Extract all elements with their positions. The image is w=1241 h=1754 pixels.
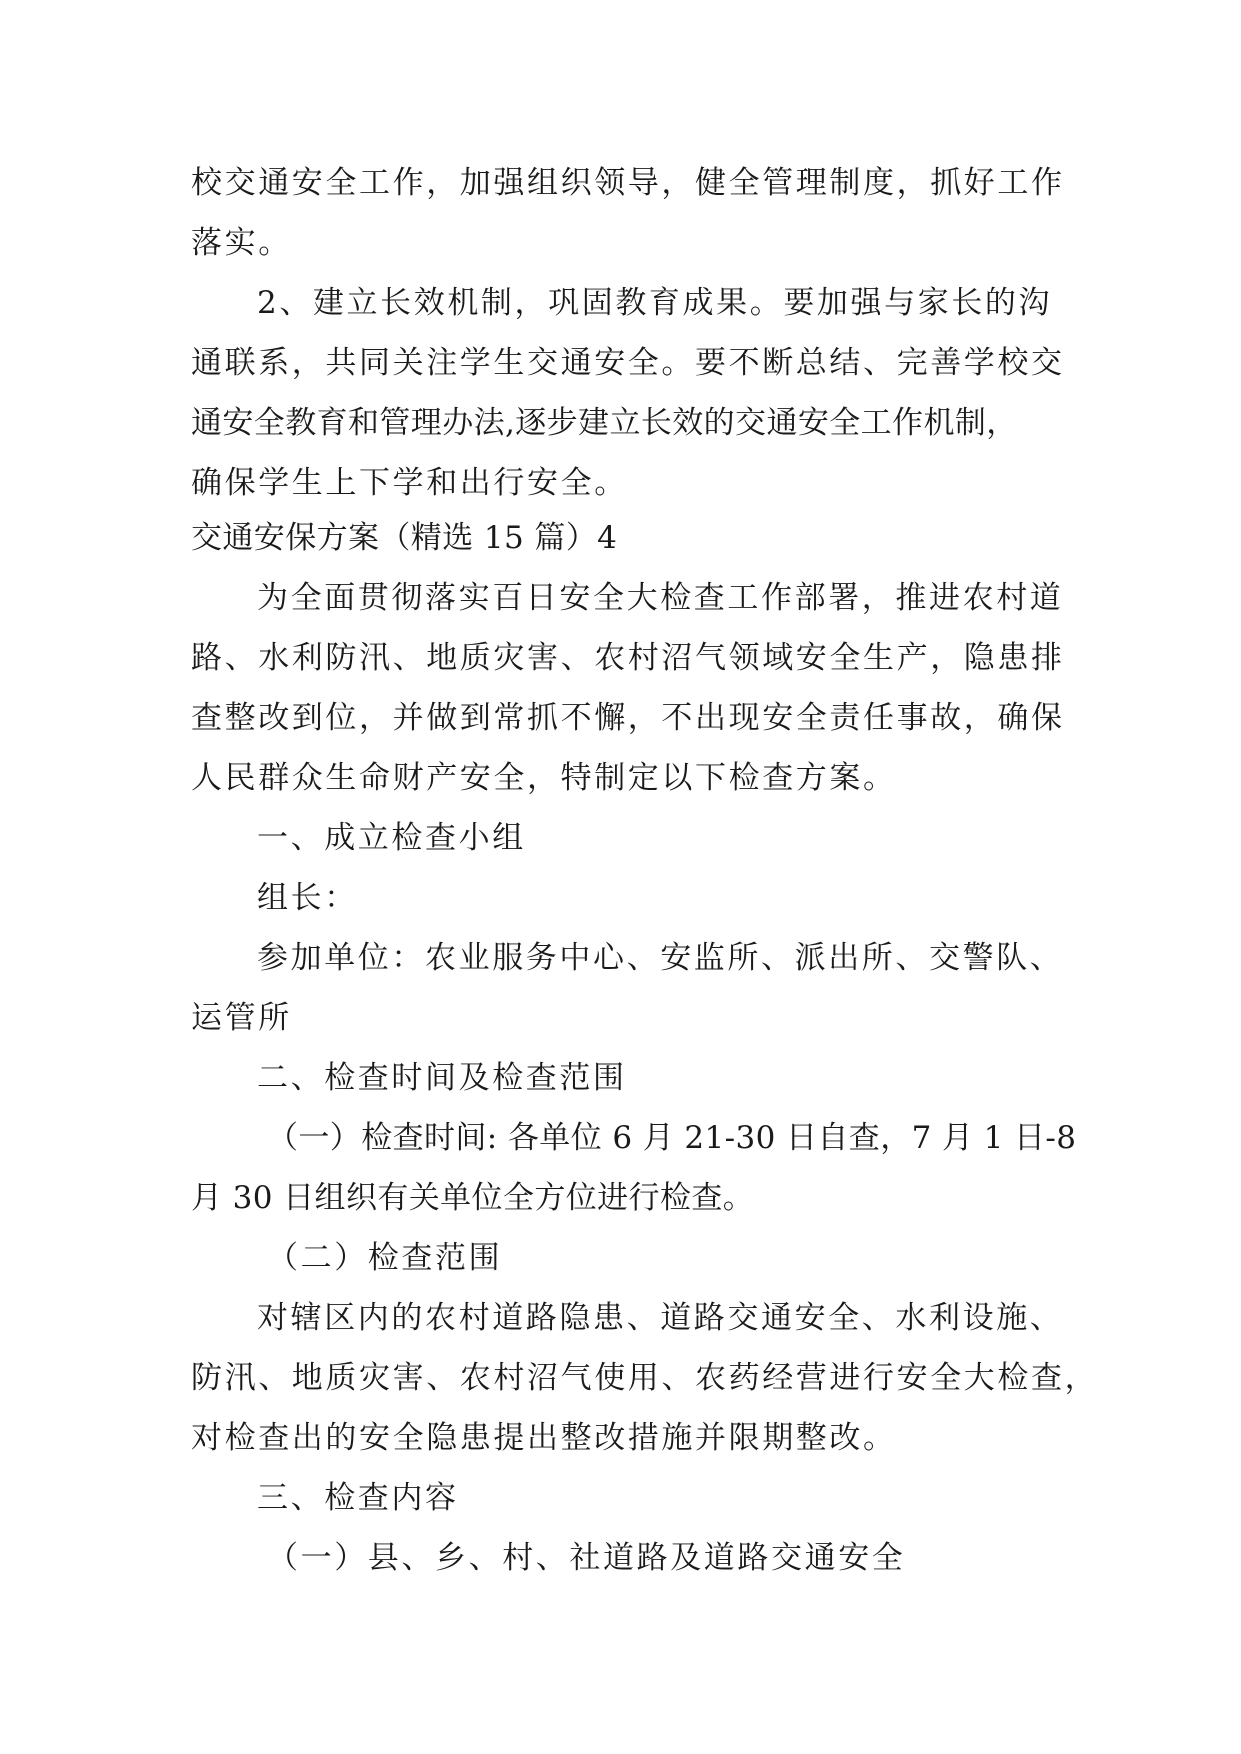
body-text-line: 校交通安全工作，加强组织领导，健全管理制度，抓好工作 xyxy=(191,165,1065,201)
body-text-line: 通联系，共同关注学生交通安全。要不断总结、完善学校交 xyxy=(191,345,1065,381)
body-text-line: 运管所 xyxy=(191,1000,292,1036)
section-heading: 交通安保方案（精选 15 篇）4 xyxy=(191,520,618,556)
body-text-line: 对辖区内的农村道路隐患、道路交通安全、水利设施、 xyxy=(257,1300,1064,1336)
body-text-line: 对检查出的安全隐患提出整改措施并限期整改。 xyxy=(191,1420,897,1456)
body-text-line: 人民群众生命财产安全，特制定以下检查方案。 xyxy=(191,760,897,796)
body-text-line: 参加单位：农业服务中心、安监所、派出所、交警队、 xyxy=(257,940,1064,976)
body-text-line: 三、检查内容 xyxy=(257,1480,459,1516)
body-text-line: 二、检查时间及检查范围 xyxy=(257,1060,627,1096)
body-text-line: 一、成立检查小组 xyxy=(257,820,526,856)
body-text-line: 月 30 日组织有关单位全方位进行检查。 xyxy=(191,1180,755,1216)
body-text-line: 2、建立长效机制，巩固教育成果。要加强与家长的沟 xyxy=(257,285,1053,321)
body-text-line: （一）县、乡、村、社道路及道路交通安全 xyxy=(267,1540,906,1576)
body-text-line: 确保学生上下学和出行安全。 xyxy=(191,465,628,501)
body-text-line: 组长： xyxy=(257,880,358,916)
body-text-line: 落实。 xyxy=(191,225,292,261)
body-text-line: 为全面贯彻落实百日安全大检查工作部署，推进农村道 xyxy=(257,580,1064,616)
body-text-line: 通安全教育和管理办法,逐步建立长效的交通安全工作机制， xyxy=(191,405,1018,441)
body-text-line: 路、水利防汛、地质灾害、农村沼气领域安全生产，隐患排 xyxy=(191,640,1065,676)
body-text-line: 防汛、地质灾害、农村沼气使用、农药经营进行安全大检查， xyxy=(191,1360,1099,1396)
body-text-line: （二）检查范围 xyxy=(267,1240,503,1276)
body-text-line: 查整改到位，并做到常抓不懈，不出现安全责任事故，确保 xyxy=(191,700,1065,736)
body-text-line: （一）检查时间: 各单位 6 月 21-30 日自查，7 月 1 日-8 xyxy=(267,1120,1077,1156)
